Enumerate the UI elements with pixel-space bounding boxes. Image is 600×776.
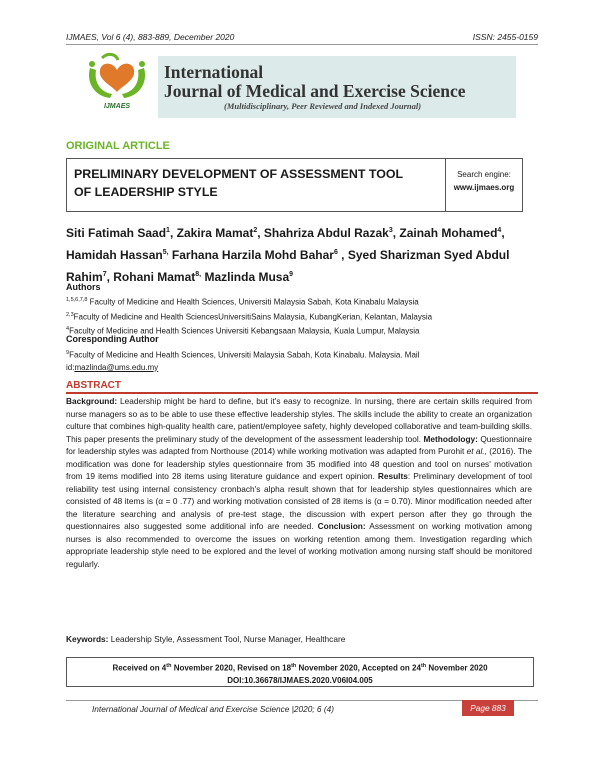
doi[interactable]: DOI:10.36678/IJMAES.2020.V06I04.005 (227, 675, 373, 685)
article-title (67, 159, 446, 211)
keywords-text: Leadership Style, Assessment Tool, Nurse Manager, Healthcare (108, 634, 346, 644)
title-box (66, 158, 523, 212)
journal-subtitle: (Multidisciplinary, Peer Reviewed and Indexed Journal) (224, 101, 422, 111)
running-header-issn: ISSN: 2455-0159 (472, 32, 538, 42)
author-line-3: Rahim$^7$, Rohani Mamat$^{8,}$ Mazlinda Musa$^9$ (66, 270, 294, 284)
article-type: ORIGINAL ARTICLE (66, 140, 170, 152)
affiliation-item: $^4$Faculty of Medicine and Health Sciences Universiti Kebangsaan Malaysia, Kuala Lumpur, Malaysia (66, 326, 420, 336)
author-name: Zainah Mohamed (399, 226, 498, 240)
author-line-2: Hamidah Hassan$^{5,}$ Farhana Harzila Mohd Bahar$^6$ , Syed Sharizman Syed Abdul (66, 248, 510, 262)
affiliations (66, 294, 526, 338)
page-number: Page 883 (462, 700, 514, 716)
journal-name-line1: International (164, 62, 264, 82)
affiliation-item: $^{2,3}$Faculty of Medicine and Health SciencesUniversitiSains Malaysia, KubangKerian, Kelantan, Malaysia (66, 311, 433, 322)
search-engine-url[interactable]: www.ijmaes.org (453, 183, 515, 192)
abstract-text-run: et al., (466, 446, 487, 456)
abstract-text-run: Leadership might be hard to define, but it's easy to recognize. In nursing, there are certain skills required from nurse managers so as to be able to use these effective leadership styles. The skills include the ability to create an organization culture that combines high-quality health care, patient/employee safety, highly developed collaborative and team-building skills. This paper presents the preliminary study of the development of the assessment leadership tool. (66, 396, 532, 444)
keywords-label: Keywords: (66, 634, 109, 644)
hands-heart-logo-icon (82, 50, 152, 112)
abstract-section-label: Background: (66, 396, 118, 406)
abstract-text-run: Assessment on working motivation among nurses is also recommended to overcome the issues on working retention among them. Investigation regarding which appropriate leadership style need to be explored and the level of working motivation among nursing staff should be monitored regularly. (66, 521, 532, 569)
logo-text: IJMAES (103, 103, 131, 110)
author-name: Shahriza Abdul Razak (263, 226, 389, 240)
abstract-text-run: Questionnaire for leadership styles was adapted from Northouse (2014) while working motivation was adapted from Purohit (66, 433, 533, 456)
author-name: Rohani Mamat (113, 270, 196, 284)
article-title-line1: PRELIMINARY DEVELOPMENT OF ASSESSMENT TOOL (74, 167, 404, 181)
authors-label: Authors (66, 282, 101, 292)
author-line-1: Siti Fatimah Saad$^1$, Zakira Mamat$^2$, Shahriza Abdul Razak$^3$, Zainah Mohamed$^4$, (66, 226, 505, 240)
abstract-body (66, 395, 532, 570)
abstract-section-label: Methodology: (423, 433, 478, 444)
search-engine-cell (446, 159, 522, 211)
running-header-citation: IJMAES, Vol 6 (4), 883-889, December 2020 (66, 32, 235, 42)
abstract-divider (66, 392, 538, 394)
affiliation-item: $^{1,5,6,7,8}$ Faculty of Medicine and Health Sciences, Universiti Malaysia Sabah, Kota Kinabalu Malaysia (66, 297, 419, 307)
footer-journal: International Journal of Medical and Exercise Science |2020; 6 (4) (92, 704, 334, 714)
corresponding-label: Coresponding Author (66, 334, 159, 344)
author-name: Syed Sharizman Syed Abdul (347, 248, 510, 262)
author-name: Hamidah Hassan (66, 248, 163, 262)
author-name: Mazlinda Musa (204, 270, 290, 284)
journal-logo (82, 50, 152, 117)
author-name: Zakira Mamat (176, 226, 254, 240)
author-name: Rahim (66, 270, 103, 284)
author-name: Farhana Harzila Mohd Bahar (171, 248, 334, 262)
abstract-heading: ABSTRACT (66, 380, 121, 391)
abstract-text-run: : Preliminary development of tool reliability test using internal consistency cronbach's alpha result shown that for leadership styles questionnaires which are consisted of 48 items is (α = 0 .77) and working motivation consisted of 28 items is (α = 0.70). Minor modification needed after the literature searching and analysis of pre-test stage, the discussion with expert person after they go through the questionnaires also suggested some additional info are needed. (66, 471, 532, 531)
author-list (66, 221, 526, 287)
journal-name-line2: Journal of Medical and Exercise Science (164, 81, 466, 101)
keywords (66, 634, 345, 644)
received-dates: Received on 4th November 2020, Revised on 18th November 2020, Accepted on 24th November 2020 (112, 663, 488, 673)
author-name: Siti Fatimah Saad (66, 226, 167, 240)
abstract-section-label: Conclusion: (317, 521, 366, 531)
corresponding-author: $^9$Faculty of Medicine and Health Sciences, Universiti Malaysia Sabah, Kota Kinabalu. Malaysia. Mail id:mazlinda@ums.edu.my (66, 350, 420, 372)
search-engine-label: Search engine: (457, 170, 511, 179)
received-box (66, 657, 534, 687)
article-title-line2: OF LEADERSHIP STYLE (74, 185, 218, 199)
email-link[interactable]: mazlinda@ums.edu.my (74, 362, 159, 372)
abstract-text-run: (2016). The modification was done for leadership styles questionnaire from 35 modified into 48 question and tool on nurses' motivation from 19 items modified into 28 items using literature guidance and expert opinion. (66, 446, 533, 481)
abstract-section-label: Results (377, 471, 408, 481)
header-divider (66, 44, 538, 45)
